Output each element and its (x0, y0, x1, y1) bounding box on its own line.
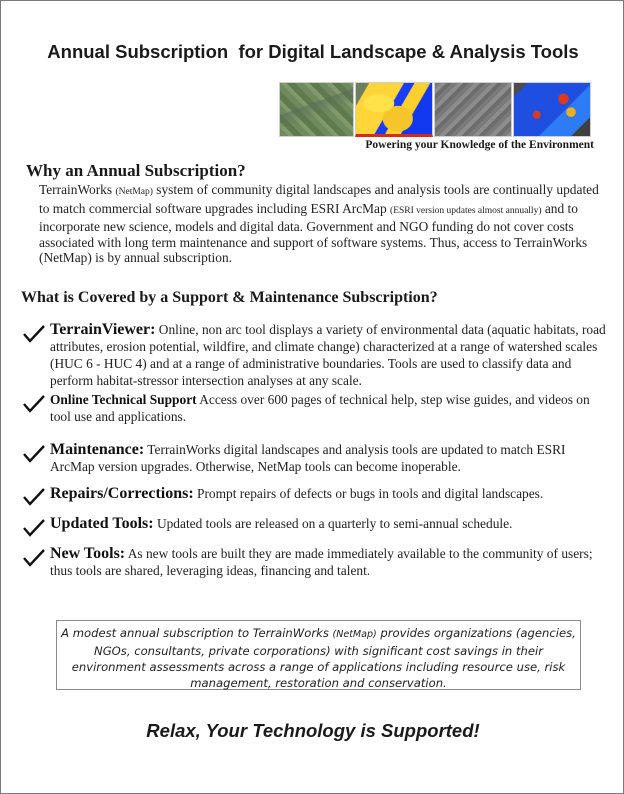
item-title: Repairs/Corrections: (50, 485, 194, 502)
item-title: Maintenance: (50, 441, 145, 458)
why-text-esri-note: (ESRI version updates almost annually) (390, 205, 542, 216)
item-description: Online, non arc tool displays a variety of environmental data (aquatic habitats, road attributes, erosion potential, wildfire, and climate change) characterized at a range of watershed scales (HUC 6 - HUC 4) and at a range of administrative boundaries. Tools are used to classify data and perform habitat-stressor intersection analyses at any scale. (50, 322, 606, 388)
terrain-hillshade-image (434, 82, 512, 137)
checkmark-icon (23, 325, 45, 343)
callout-text-1: A modest annual subscription to TerrainWorks (61, 626, 333, 640)
covered-heading: What is Covered by a Support & Maintenance Subscription? (21, 289, 438, 306)
why-text-1: TerrainWorks (39, 182, 116, 197)
item-title: Updated Tools: (50, 515, 154, 532)
tagline: Powering your Knowledge of the Environment (365, 139, 594, 151)
checkmark-icon (23, 445, 45, 463)
item-title: Online Technical Support (50, 392, 197, 407)
page-title: Annual Subscription for Digital Landscape & Analysis Tools (47, 41, 579, 62)
stressor-heatmap-image (513, 82, 591, 137)
checkmark-icon (23, 519, 45, 537)
checkmark-icon (23, 549, 45, 567)
item-title: TerrainViewer: (50, 321, 156, 338)
callout-text-2: provides organizations (agencies, NGOs, consultants, private corporations) with significant cost savings in their environment assessments across a range of applications including resource use, risk management, restoration and conservation. (71, 626, 576, 690)
checkmark-icon (23, 395, 45, 413)
callout-box (56, 620, 581, 690)
why-heading: Why an Annual Subscription? (26, 161, 246, 180)
item-description: TerrainWorks digital landscapes and analysis tools are updated to match ESRI ArcMap version upgrades. Otherwise, NetMap tools can become inoperable. (50, 442, 566, 474)
checkmark-icon (23, 488, 45, 506)
banner-image-strip (279, 82, 593, 137)
item-description: Prompt repairs of defects or bugs in tools and digital landscapes. (193, 486, 544, 501)
why-text-2: system of community digital landscapes and analysis tools are continually updated to match commercial software upgrades including ESRI ArcMap (39, 182, 599, 216)
item-description: As new tools are built they are made immediately available to the community of users; thus tools are shared, leveraging ideas, financing and talent. (50, 546, 593, 578)
why-text-3: and to incorporate new science, models and digital data. Government and NGO funding do not cover costs associated with long term maintenance and support of software systems. Thus, access to TerrainWorks (NetMap) is by annual subscription. (39, 200, 588, 266)
aerial-photo-image (279, 82, 354, 137)
item-description: Access over 600 pages of technical help, step wise guides, and videos on tool use and applications. (50, 392, 590, 424)
item-title: New Tools: (50, 545, 126, 562)
why-text-netmap: (NetMap) (115, 187, 153, 197)
habitat-map-image (355, 82, 433, 137)
callout-text-netmap: (NetMap) (332, 629, 377, 640)
item-description: Updated tools are released on a quarterly to semi-annual schedule. (153, 516, 513, 531)
slogan: Relax, Your Technology is Supported! (146, 720, 480, 741)
why-paragraph (39, 182, 609, 266)
